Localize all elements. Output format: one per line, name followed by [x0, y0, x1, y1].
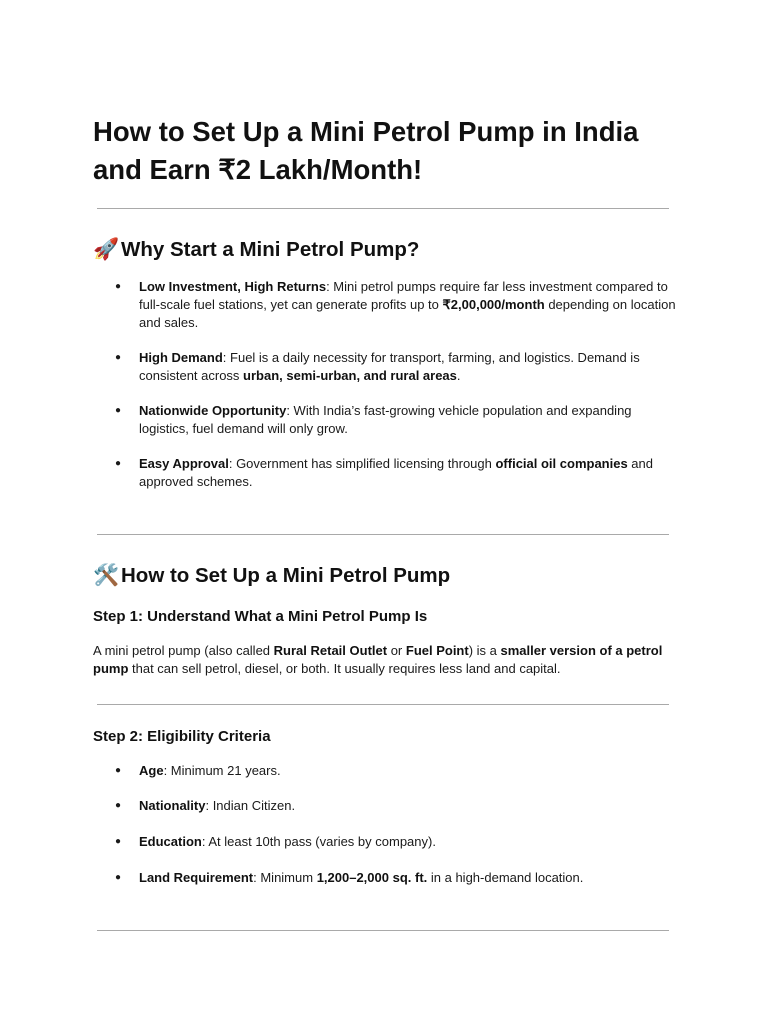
divider	[97, 208, 669, 209]
step-2-heading: Step 2: Eligibility Criteria	[93, 728, 271, 745]
bullet-label: Nationality	[139, 798, 206, 813]
bullet-text: in a high-demand location.	[427, 870, 584, 885]
bullet-label: Age	[139, 763, 164, 778]
paragraph-text: or	[387, 643, 406, 658]
paragraph-text: ) is a	[468, 643, 501, 658]
bullet-text: and approved schemes.	[139, 456, 653, 489]
paragraph-emphasis: smaller version of a petrol pump	[93, 643, 663, 676]
section-heading-why-text: Why Start a Mini Petrol Pump?	[121, 238, 420, 261]
bullet-text: : Indian Citizen.	[205, 798, 296, 813]
bullet-text: : With India’s fast-growing vehicle population and expanding logistics, fuel demand will only grow.	[139, 403, 632, 436]
divider	[97, 704, 669, 705]
bullet-text: : Minimum 21 years.	[163, 763, 281, 778]
bullet-label: Nationwide Opportunity	[139, 403, 287, 418]
hammer-wrench-icon: 🛠️	[93, 564, 120, 587]
bullet-label: Education	[139, 834, 202, 849]
bullet-emphasis: official oil companies	[495, 456, 628, 471]
paragraph-text: A mini petrol pump (also called	[93, 643, 274, 658]
bullet-label: High Demand	[139, 350, 223, 365]
bullet-text: : Minimum	[253, 870, 317, 885]
step-1-paragraph	[93, 642, 678, 678]
bullet-low-investment	[139, 278, 679, 332]
bullet-text: : Mini petrol pumps require far less investment compared to full-scale fuel stations, yet can generate profits up to	[139, 279, 668, 312]
bullet-education	[139, 833, 679, 851]
bullet-high-demand	[139, 349, 679, 385]
paragraph-text: that can sell petrol, diesel, or both. It usually requires less land and capital.	[128, 661, 561, 676]
bullet-land-requirement	[139, 869, 679, 887]
step-1-heading: Step 1: Understand What a Mini Petrol Pump Is	[93, 608, 428, 625]
divider	[97, 534, 669, 535]
bullet-nationality	[139, 797, 679, 815]
bullet-text: : At least 10th pass (varies by company).	[201, 834, 436, 849]
bullet-emphasis: 1,200–2,000 sq. ft.	[316, 870, 428, 885]
paragraph-emphasis: Fuel Point	[405, 643, 469, 658]
bullet-label: Easy Approval	[139, 456, 229, 471]
bullet-emphasis: ₹2,00,000/month	[442, 297, 545, 312]
paragraph-emphasis: Rural Retail Outlet	[273, 643, 388, 658]
document-title: How to Set Up a Mini Petrol Pump in India and Earn ₹2 Lakh/Month!	[93, 116, 639, 185]
bullet-text: depending on location and sales.	[139, 297, 676, 330]
section-heading-setup	[93, 563, 450, 589]
divider	[97, 930, 669, 931]
section-heading-setup-text: How to Set Up a Mini Petrol Pump	[121, 564, 451, 587]
bullet-age	[139, 762, 679, 780]
bullet-emphasis: urban, semi-urban, and rural areas	[243, 368, 457, 383]
bullet-text: .	[456, 368, 461, 383]
bullet-label: Low Investment, High Returns	[139, 279, 327, 294]
bullet-nationwide-opportunity	[139, 402, 679, 438]
bullet-text: : Government has simplified licensing through	[228, 456, 496, 471]
bullet-label: Land Requirement	[139, 870, 254, 885]
rocket-icon: 🚀	[93, 238, 120, 261]
section-heading-why	[93, 237, 419, 263]
bullet-text: : Fuel is a daily necessity for transport, farming, and logistics. Demand is consistent across	[139, 350, 640, 383]
bullet-easy-approval	[139, 455, 679, 491]
